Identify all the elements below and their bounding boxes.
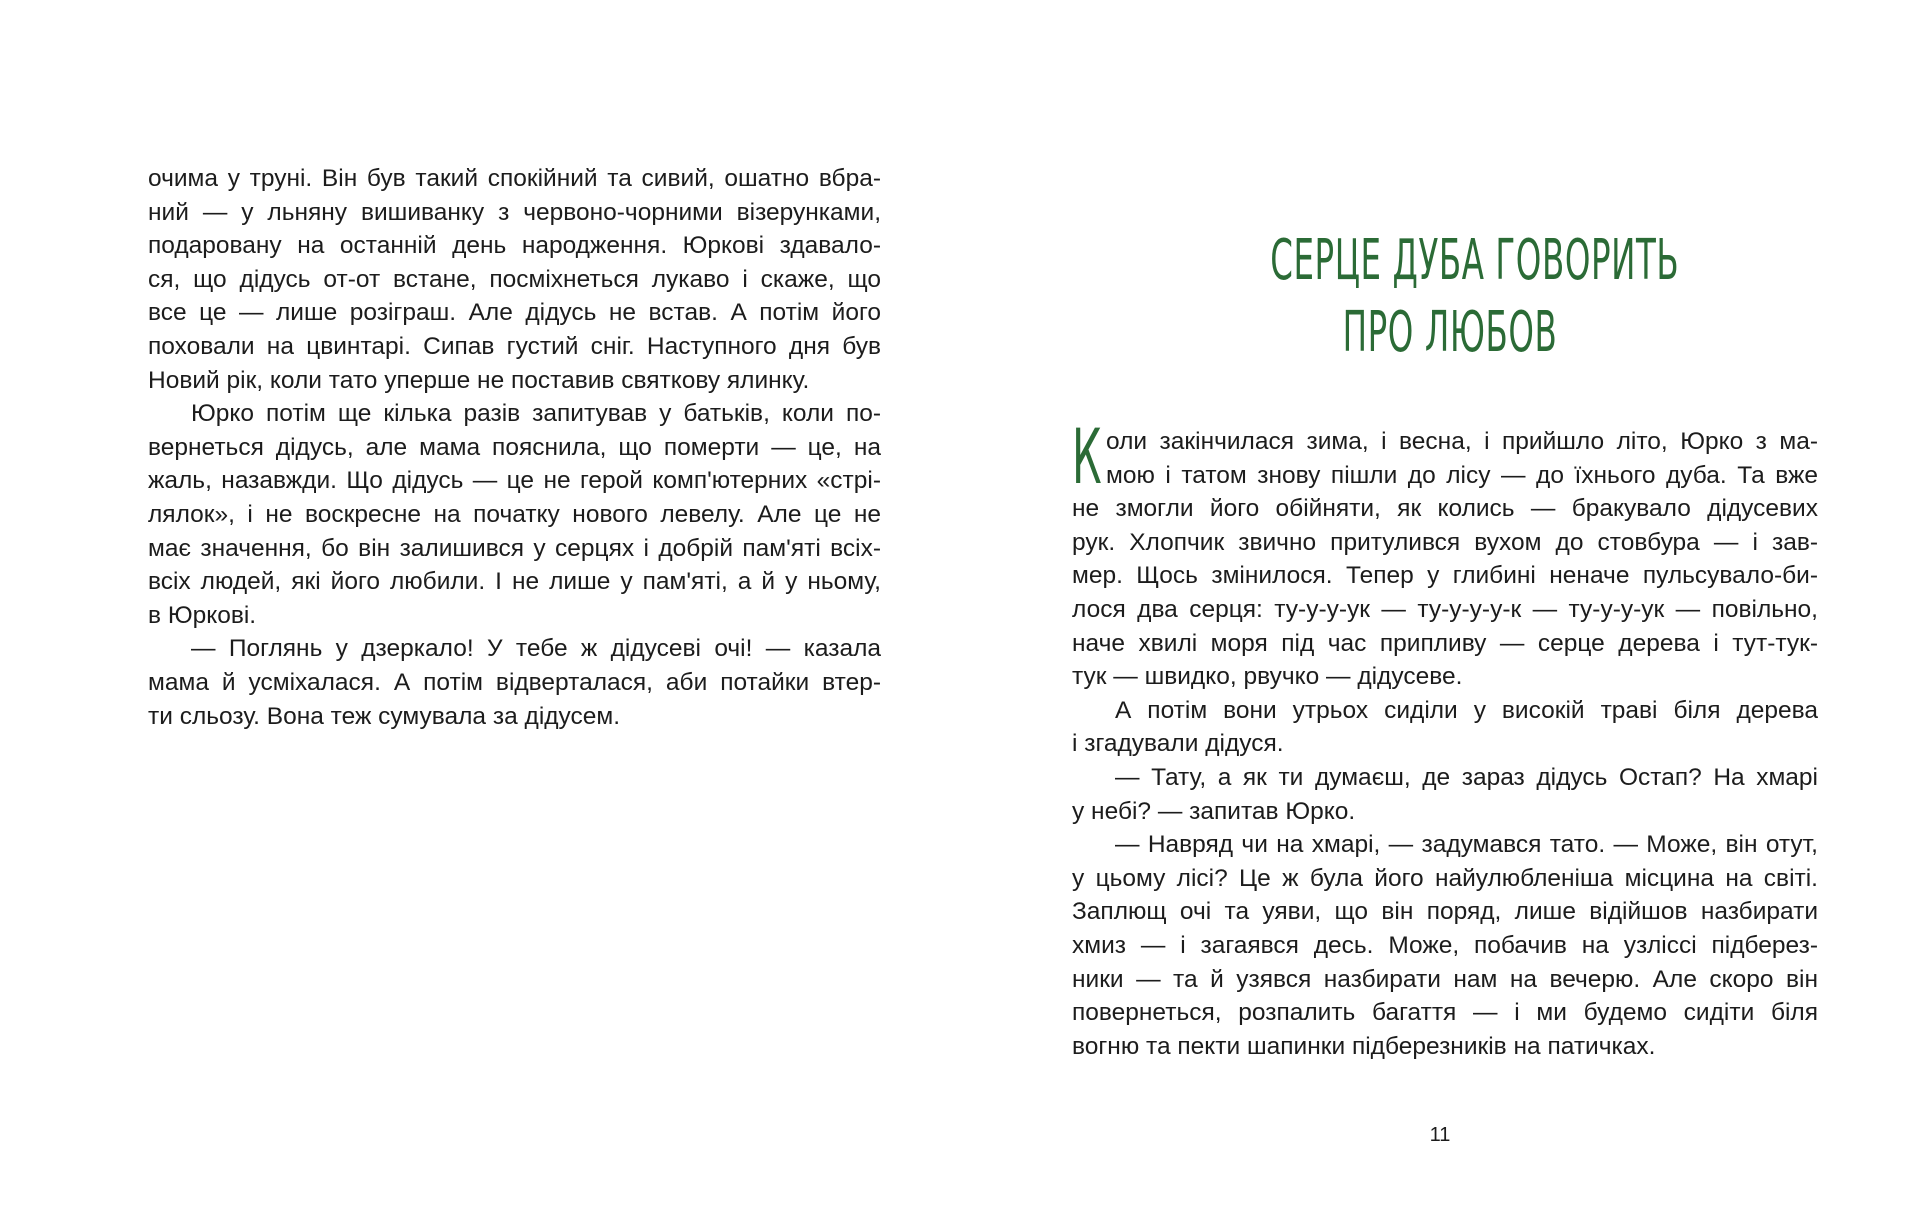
text-line: ники — та й узявся назбирати нам на вечерю. Але скоро він: [1072, 965, 1818, 993]
text-line: Новий рік, коли тато уперше не поставив святкову ялинку.: [148, 366, 810, 394]
text-line: повернеться, розпалить багаття — і ми будемо сидіти біля: [1072, 999, 1818, 1027]
right-page: [960, 0, 1920, 1229]
text-line: у небі? — запитав Юрко.: [1072, 797, 1356, 825]
text-line: подаровану на останній день народження. Юркові здавало-: [148, 232, 881, 260]
text-line: — Навряд чи на хмарі, — задумався тато. — Може, він отут,: [1115, 831, 1818, 859]
text-line: все це — лише розіграш. Але дідусь не встав. А потім його: [148, 299, 881, 327]
text-line: всіх людей, які його любили. І не лише у пам'яті, а й у ньому,: [148, 568, 881, 596]
text-line: очима у труні. Він був такий спокійний та сивий, ошатно вбра-: [148, 165, 881, 192]
text-line: А потім вони утрьох сиділи у високій траві біля дерева: [1115, 696, 1818, 724]
text-line: має значення, бо він залишився у серцях і добрій пам'яті всіх-: [148, 534, 881, 562]
text-line: в Юркові.: [148, 601, 257, 629]
text-line: мер. Щось змінилося. Тепер у глибині неначе пульсувало-би-: [1072, 562, 1818, 590]
left-page-text: [148, 162, 881, 733]
drop-cap: К: [1072, 412, 1102, 501]
text-line: наче хвилі моря під час припливу — серце дерева і тут-тук-: [1072, 629, 1818, 657]
text-line: Юрко потім ще кілька разів запитував у батьків, коли по-: [191, 400, 881, 428]
text-line: ти сльозу. Вона теж сумувала за дідусем.: [148, 702, 621, 730]
text-line: лялок», і не воскресне на початку нового левелу. Але це не: [148, 500, 881, 528]
chapter-title: [1270, 225, 1680, 369]
text-line: Заплющ очі та уяви, що він поряд, лише відійшов назбирати: [1072, 898, 1818, 926]
text-line: лося два серця: ту-у-у-ук — ту-у-у-у-к — ту-у-у-ук — повільно,: [1072, 595, 1818, 623]
text-line: вернеться дідусь, але мама пояснила, що померти — це, на: [148, 433, 881, 461]
text-line: жаль, назавжди. Що дідусь — це не герой комп'ютерних «стрі-: [148, 467, 881, 495]
page-number: 11: [1429, 1124, 1451, 1146]
text-line: — Тату, а як ти думаєш, де зараз дідусь Остап? На хмарі: [1115, 763, 1818, 791]
text-line: — Поглянь у дзеркало! У тебе ж дідусеві очі! — казала: [191, 635, 881, 663]
text-line: мама й усміхалася. А потім відверталася, аби потайки втер-: [148, 668, 881, 696]
text-line: у цьому лісі? Це ж була його найулюбленіша місцина на світі.: [1072, 864, 1818, 892]
text-line: поховали на цвинтарі. Сипав густий сніг. Наступного дня був: [148, 332, 881, 360]
text-line: рук. Хлопчик звично притулився вухом до стовбура — і зав-: [1072, 528, 1818, 556]
text-line: тук — швидко, рвучко — дідусеве.: [1072, 663, 1463, 691]
text-line: вогню та пекти шапинки підберезників на патичках.: [1072, 1032, 1656, 1060]
text-line: хмиз — і загаявся десь. Може, побачив на узліссі підберез-: [1072, 931, 1818, 959]
text-line: і згадували дідуся.: [1072, 730, 1284, 758]
text-line: мою і татом знову пішли до лісу — до їхнього дуба. Та вже: [1106, 461, 1818, 489]
text-line: оли закінчилася зима, і весна, і прийшло літо, Юрко з ма-: [1106, 428, 1818, 455]
chapter-title-line-2: ПРО ЛЮБОВ: [1342, 300, 1558, 365]
text-line: ний — у льняну вишиванку з червоно-чорними візерунками,: [148, 198, 881, 226]
text-line: ся, що дідусь от-от встане, посміхнеться лукаво і скаже, що: [148, 265, 881, 293]
text-line: не змогли його обійняти, як колись — бракувало дідусевих: [1072, 495, 1818, 523]
chapter-title-line-1: СЕРЦЕ ДУБА ГОВОРИТЬ: [1270, 228, 1680, 293]
right-page-text: [1072, 425, 1818, 1063]
